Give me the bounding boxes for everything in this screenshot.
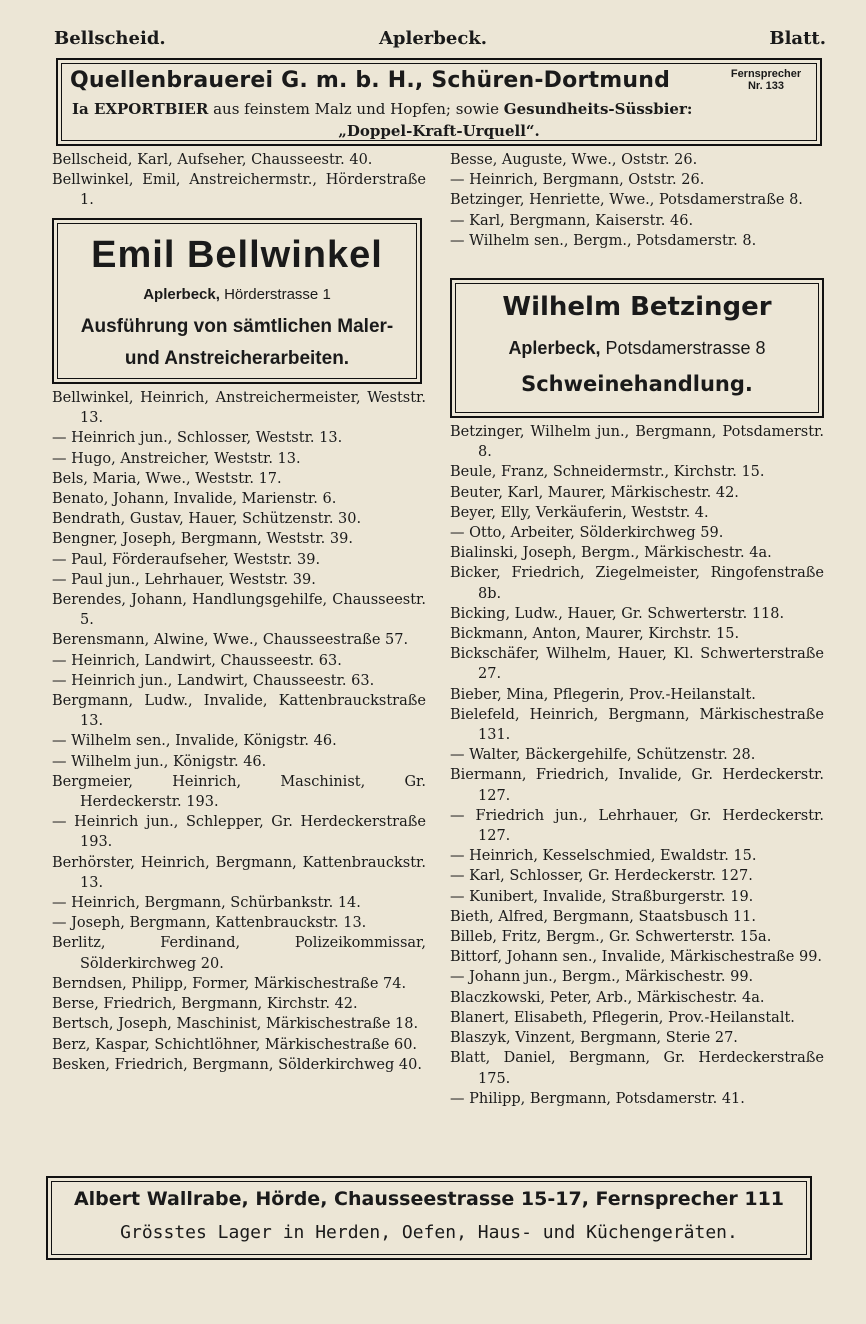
directory-entry: Blatt, Daniel, Bergmann, Gr. Herdeckerstraße 175. [450,1050,824,1087]
directory-entry: Berlitz, Ferdinand, Polizeikommissar, Sölderkirchweg 20. [52,935,426,972]
directory-entry: — Heinrich jun., Schlepper, Gr. Herdeckerstraße 193. [52,814,426,851]
directory-entry: — Kunibert, Invalide, Straßburgerstr. 19. [450,888,754,905]
directory-entry: — Hugo, Anstreicher, Weststr. 13. [52,450,301,467]
ad-betzinger-address [452,338,822,359]
directory-entry: — Friedrich jun., Lehrhauer, Gr. Herdeckerstr. 127. [450,807,824,845]
directory-entry: — Karl, Bergmann, Kaiserstr. 46. [450,212,694,229]
directory-entry: — Wilhelm sen., Invalide, Königstr. 46. [52,733,337,750]
ad-betzinger-desc: Schweinehandlung. [521,372,753,396]
directory-entry: — Wilhelm jun., Königstr. 46. [52,753,267,770]
ad-top-phone-number: Nr. 133 [747,80,785,92]
directory-entry: Bergmann, Ludw., Invalide, Kattenbrauckstraße 13. [52,693,426,730]
directory-entry: Bicking, Ludw., Hauer, Gr. Schwerterstr. 118. [450,605,785,622]
directory-entry: Berse, Friedrich, Bergmann, Kirchstr. 42. [52,996,358,1013]
ad-bottom-line1: Albert Wallrabe, Hörde, Chausseestrasse 15-17, Fernsprecher 111 [73,1188,785,1210]
directory-entry: Besse, Auguste, Wwe., Oststr. 26. [450,152,698,168]
directory-entry: Bielefeld, Heinrich, Bergmann, Märkischestraße 131. [450,706,824,744]
directory-entry: Beyer, Elly, Verkäuferin, Weststr. 4. [450,504,709,521]
ad-top-phone-label: Fernsprecher [730,68,802,80]
ad-top-title: Quellenbrauerei G. m. b. H., Schüren-Dortmund [70,68,671,93]
ad-wallrabe [46,1176,812,1260]
directory-entry: — Heinrich, Kesselschmied, Ewaldstr. 15. [450,848,757,865]
directory-entry: — Otto, Arbeiter, Sölderkirchweg 59. [450,525,724,542]
directory-entry: Bertsch, Joseph, Maschinist, Märkischestraße 18. [52,1016,419,1033]
right-column-bottom [450,422,824,1109]
left-column-top [52,150,426,211]
ad-bellwinkel-addr-a: Aplerbeck, [143,286,220,303]
directory-entry: — Heinrich, Landwirt, Chausseestr. 63. [52,652,342,669]
directory-entry: Bergmeier, Heinrich, Maschinist, Gr. Herdeckerstr. 193. [52,773,426,811]
directory-entry: Bittorf, Johann sen., Invalide, Märkischestraße 99. [450,949,823,966]
header-left: Bellscheid. [54,28,166,49]
directory-entry: Besken, Friedrich, Bergmann, Sölderkirchweg 40. [52,1056,422,1073]
directory-entry: — Paul jun., Lehrhauer, Weststr. 39. [52,571,316,588]
directory-entry: Bengner, Joseph, Bergmann, Weststr. 39. [52,531,353,548]
directory-entry: Bellwinkel, Heinrich, Anstreichermeister, Weststr. 13. [52,390,426,427]
directory-entry: Bieth, Alfred, Bergmann, Staatsbusch 11. [450,908,756,925]
ad-top-phone [724,68,808,92]
directory-entry: — Walter, Bäckergehilfe, Schützenstr. 28. [450,747,756,764]
directory-entry: Bialinski, Joseph, Bergm., Märkischestr. 4a. [450,545,772,562]
left-column-bottom [52,388,426,1075]
directory-entry: — Philipp, Bergmann, Potsdamerstr. 41. [450,1090,745,1107]
directory-entry: Berz, Kaspar, Schichtlöhner, Märkischestraße 60. [52,1036,418,1053]
ad-bellwinkel-name: Emil Bellwinkel [91,234,383,276]
header-center: Aplerbeck. [378,28,488,49]
directory-entry: Blanert, Elisabeth, Pflegerin, Prov.-Heilanstalt. [450,1009,795,1026]
directory-entry: Blaszyk, Vinzent, Bergmann, Sterie 27. [450,1030,738,1047]
directory-entry: Blaczkowski, Peter, Arb., Märkischestr. 4a. [450,989,765,1006]
ad-top-line2 [72,100,692,118]
directory-entry: — Heinrich jun., Schlosser, Weststr. 13. [52,430,343,447]
directory-entry: Biermann, Friedrich, Invalide, Gr. Herdeckerstr. 127. [450,767,824,804]
ad-bellwinkel [52,218,422,384]
directory-entry: — Heinrich, Bergmann, Schürbankstr. 14. [52,895,361,912]
directory-entry: — Karl, Schlosser, Gr. Herdeckerstr. 127. [450,868,753,885]
directory-entry: Billeb, Fritz, Bergm., Gr. Schwerterstr. 15a. [450,929,772,946]
directory-entry: Beule, Franz, Schneidermstr., Kirchstr. 15. [450,464,765,481]
directory-entry: — Paul, Förderaufseher, Weststr. 39. [52,551,321,568]
directory-entry: Berendes, Johann, Handlungsgehilfe, Chausseestr. 5. [52,592,426,629]
directory-entry: Betzinger, Wilhelm jun., Bergmann, Potsdamerstr. 8. [450,424,824,461]
directory-entry: — Heinrich jun., Landwirt, Chausseestr. 63. [52,672,375,689]
directory-entry: — Heinrich, Bergmann, Oststr. 26. [450,172,705,189]
directory-entry: Benato, Johann, Invalide, Marienstr. 6. [52,491,337,508]
ad-top-line2-a: Ia EXPORTBIER [72,100,209,118]
ad-bottom-line2: Grösstes Lager in Herden, Oefen, Haus- und Küchengeräten. [120,1222,738,1243]
directory-entry: Bieber, Mina, Pflegerin, Prov.-Heilanstalt. [450,686,756,703]
right-column-top [450,150,824,251]
directory-entry: Bellwinkel, Emil, Anstreichermstr., Hörderstraße 1. [52,172,426,209]
ad-bellwinkel-addr-b: Hörderstrasse 1 [219,286,331,303]
directory-entry: Betzinger, Henriette, Wwe., Potsdamerstraße 8. [450,192,803,209]
directory-entry: Bels, Maria, Wwe., Weststr. 17. [52,470,282,487]
ad-bellwinkel-desc1: Ausführung von sämtlichen Maler- [80,316,394,337]
ad-betzinger-name: Wilhelm Betzinger [502,292,772,322]
directory-entry: Berndsen, Philipp, Former, Märkischestraße 74. [52,975,407,992]
ad-quellenbrauerei [56,58,822,146]
ad-betzinger-addr-b: Potsdamerstrasse 8 [600,338,766,358]
directory-entry: Berhörster, Heinrich, Bergmann, Kattenbrauckstr. 13. [52,854,426,891]
ad-betzinger-addr-a: Aplerbeck, [508,338,601,358]
directory-entry: Bendrath, Gustav, Hauer, Schützenstr. 30. [52,511,362,528]
directory-entry: Berensmann, Alwine, Wwe., Chausseestraße 57. [52,632,409,649]
ad-top-line2-c: Gesundheits-Süssbier: [503,100,693,118]
ad-top-line3: „Doppel-Kraft-Urquell“. [338,122,540,140]
directory-entry: Beuter, Karl, Maurer, Märkischestr. 42. [450,484,739,501]
directory-entry: — Johann jun., Bergm., Märkischestr. 99. [450,969,754,986]
header-right: Blatt. [769,28,826,49]
ad-betzinger [450,278,824,418]
ad-bellwinkel-desc2: und Anstreicherarbeiten. [124,348,350,369]
directory-entry: Bicker, Friedrich, Ziegelmeister, Ringofenstraße 8b. [450,565,824,602]
directory-entry: — Wilhelm sen., Bergm., Potsdamerstr. 8. [450,232,757,249]
directory-entry: Bickschäfer, Wilhelm, Hauer, Kl. Schwerterstraße 27. [450,646,824,683]
ad-top-line2-b: aus feinstem Malz und Hopfen; sowie [208,100,504,118]
directory-entry: — Joseph, Bergmann, Kattenbrauckstr. 13. [52,915,367,932]
directory-entry: Bickmann, Anton, Maurer, Kirchstr. 15. [450,626,740,643]
directory-entry: Bellscheid, Karl, Aufseher, Chausseestr. 40. [52,152,373,168]
ad-bellwinkel-address [54,286,420,303]
